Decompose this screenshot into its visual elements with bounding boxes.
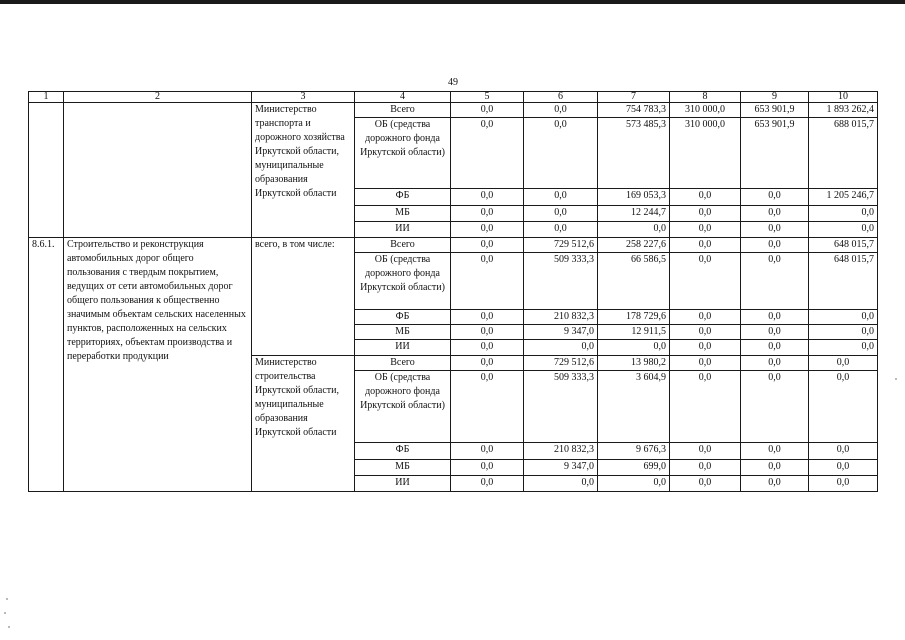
value-cell: 0,0 (741, 371, 809, 443)
value-cell: 648 015,7 (809, 253, 878, 310)
source-cell: Всего (355, 103, 451, 118)
executor-cell: Министерство транспорта и дорожного хозяйства Иркутской области, муниципальные образования Иркутской области (252, 103, 355, 238)
budget-table (28, 91, 878, 492)
value-cell: 0,0 (451, 356, 524, 371)
value-cell: 0,0 (741, 443, 809, 460)
value-cell: 0,0 (451, 310, 524, 325)
value-cell: 0,0 (524, 103, 598, 118)
value-cell: 509 333,3 (524, 371, 598, 443)
value-cell: 0,0 (451, 460, 524, 476)
value-cell: 0,0 (598, 340, 670, 356)
value-cell: 729 512,6 (524, 356, 598, 371)
value-cell: 13 980,2 (598, 356, 670, 371)
value-cell: 0,0 (741, 253, 809, 310)
value-cell: 0,0 (741, 189, 809, 206)
header-cell: 4 (355, 92, 451, 103)
value-cell: 653 901,9 (741, 118, 809, 189)
value-cell: 0,0 (524, 476, 598, 492)
header-cell: 10 (809, 92, 878, 103)
value-cell: 0,0 (524, 222, 598, 238)
item-name-cell: Строительство и реконструкция автомобильных дорог общего пользования с твердым покрытием, ведущих от сети автомобильных дорог общего пользования к общественно значимым объектам сельских населенных пунктов, расположенных на сельских территориях, объектам производства и переработки продукции (64, 238, 252, 492)
value-cell: 1 893 262,4 (809, 103, 878, 118)
header-cell: 1 (29, 92, 64, 103)
value-cell: 210 832,3 (524, 310, 598, 325)
header-cell: 7 (598, 92, 670, 103)
value-cell: 0,0 (809, 371, 878, 443)
value-cell: 0,0 (451, 103, 524, 118)
value-cell: 688 015,7 (809, 118, 878, 189)
value-cell: 0,0 (741, 222, 809, 238)
value-cell: 9 347,0 (524, 460, 598, 476)
value-cell: 699,0 (598, 460, 670, 476)
value-cell: 754 783,3 (598, 103, 670, 118)
value-cell: 0,0 (451, 253, 524, 310)
value-cell: 66 586,5 (598, 253, 670, 310)
value-cell: 0,0 (524, 340, 598, 356)
value-cell: 0,0 (451, 238, 524, 253)
value-cell: 310 000,0 (670, 103, 741, 118)
executor-cell: всего, в том числе: (252, 238, 355, 356)
page-number: 49 (448, 77, 458, 88)
source-cell: ИИ (355, 222, 451, 238)
value-cell: 0,0 (451, 222, 524, 238)
value-cell: 0,0 (598, 476, 670, 492)
value-cell: 0,0 (809, 206, 878, 222)
source-cell: ФБ (355, 189, 451, 206)
source-cell: ОБ (средства дорожного фонда Иркутской области) (355, 371, 451, 443)
value-cell: 0,0 (524, 189, 598, 206)
value-cell: 0,0 (670, 340, 741, 356)
value-cell: 0,0 (451, 476, 524, 492)
value-cell: 0,0 (741, 325, 809, 340)
header-cell: 5 (451, 92, 524, 103)
value-cell: 0,0 (670, 476, 741, 492)
value-cell: 310 000,0 (670, 118, 741, 189)
value-cell: 258 227,6 (598, 238, 670, 253)
value-cell: 9 676,3 (598, 443, 670, 460)
value-cell: 0,0 (809, 340, 878, 356)
scan-speck (4, 612, 6, 614)
value-cell: 0,0 (451, 443, 524, 460)
source-cell: ОБ (средства дорожного фонда Иркутской области) (355, 253, 451, 310)
value-cell: 0,0 (451, 371, 524, 443)
source-cell: Всего (355, 238, 451, 253)
value-cell: 0,0 (809, 443, 878, 460)
value-cell: 0,0 (809, 460, 878, 476)
value-cell: 0,0 (809, 310, 878, 325)
value-cell: 648 015,7 (809, 238, 878, 253)
value-cell: 0,0 (598, 222, 670, 238)
value-cell: 0,0 (524, 206, 598, 222)
value-cell: 0,0 (670, 371, 741, 443)
value-cell: 0,0 (741, 238, 809, 253)
value-cell: 0,0 (670, 356, 741, 371)
scan-speck (6, 598, 8, 600)
value-cell: 0,0 (670, 253, 741, 310)
value-cell: 573 485,3 (598, 118, 670, 189)
item-code-cell: 8.6.1. (29, 238, 64, 492)
value-cell: 509 333,3 (524, 253, 598, 310)
value-cell: 0,0 (670, 443, 741, 460)
source-cell: ИИ (355, 340, 451, 356)
source-cell: ИИ (355, 476, 451, 492)
header-cell: 9 (741, 92, 809, 103)
value-cell: 9 347,0 (524, 325, 598, 340)
value-cell: 0,0 (451, 118, 524, 189)
scan-top-edge (0, 0, 905, 4)
scan-speck (8, 626, 10, 628)
source-cell: ОБ (средства дорожного фонда Иркутской области) (355, 118, 451, 189)
source-cell: ФБ (355, 443, 451, 460)
header-row (29, 92, 878, 103)
value-cell: 0,0 (741, 476, 809, 492)
value-cell: 12 911,5 (598, 325, 670, 340)
value-cell: 0,0 (741, 356, 809, 371)
header-cell: 6 (524, 92, 598, 103)
source-cell: МБ (355, 325, 451, 340)
value-cell: 0,0 (670, 460, 741, 476)
value-cell: 210 832,3 (524, 443, 598, 460)
header-cell: 8 (670, 92, 741, 103)
value-cell: 0,0 (809, 476, 878, 492)
value-cell: 0,0 (670, 310, 741, 325)
value-cell: 0,0 (451, 189, 524, 206)
value-cell: 0,0 (741, 460, 809, 476)
header-cell: 2 (64, 92, 252, 103)
value-cell: 0,0 (451, 325, 524, 340)
value-cell: 0,0 (741, 310, 809, 325)
value-cell: 0,0 (741, 340, 809, 356)
value-cell: 653 901,9 (741, 103, 809, 118)
source-cell: Всего (355, 356, 451, 371)
value-cell: 0,0 (670, 222, 741, 238)
code-cell (29, 103, 64, 238)
name-cell (64, 103, 252, 238)
value-cell: 0,0 (524, 118, 598, 189)
value-cell: 178 729,6 (598, 310, 670, 325)
table-row (29, 238, 878, 253)
value-cell: 0,0 (451, 206, 524, 222)
value-cell: 0,0 (451, 340, 524, 356)
value-cell: 0,0 (809, 356, 878, 371)
value-cell: 3 604,9 (598, 371, 670, 443)
value-cell: 0,0 (809, 222, 878, 238)
value-cell: 0,0 (670, 206, 741, 222)
value-cell: 12 244,7 (598, 206, 670, 222)
source-cell: ФБ (355, 310, 451, 325)
scan-speck (895, 378, 897, 380)
header-cell: 3 (252, 92, 355, 103)
source-cell: МБ (355, 206, 451, 222)
value-cell: 729 512,6 (524, 238, 598, 253)
value-cell: 0,0 (809, 325, 878, 340)
value-cell: 0,0 (741, 206, 809, 222)
executor-cell: Министерство строительства Иркутской области, муниципальные образования Иркутской области (252, 356, 355, 492)
value-cell: 0,0 (670, 325, 741, 340)
source-cell: МБ (355, 460, 451, 476)
value-cell: 1 205 246,7 (809, 189, 878, 206)
value-cell: 169 053,3 (598, 189, 670, 206)
value-cell: 0,0 (670, 238, 741, 253)
value-cell: 0,0 (670, 189, 741, 206)
table-row (29, 103, 878, 118)
